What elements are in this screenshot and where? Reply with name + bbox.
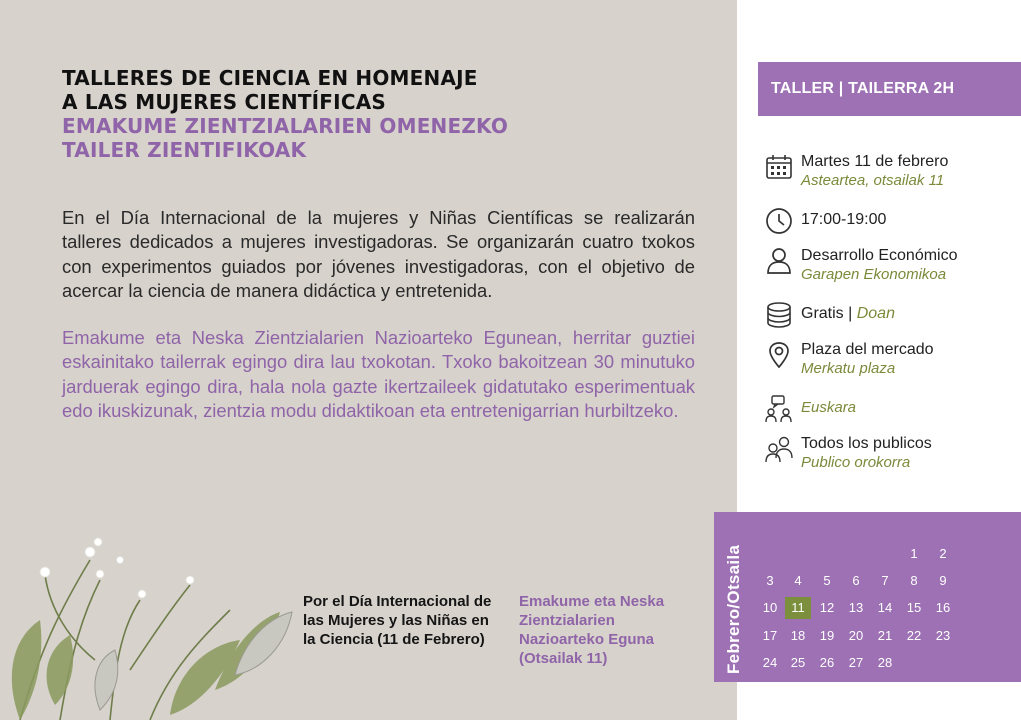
info-time [764, 206, 1014, 236]
info-language [764, 394, 1014, 424]
footer-eu: Emakume eta Neska Zientzialarien Nazioarteko Eguna (Otsailak 11) [519, 593, 665, 667]
calendar-day: 5 [823, 573, 831, 588]
calendar-day: 1 [910, 546, 918, 561]
date-eu: Asteartea, otsailak 11 [801, 172, 945, 189]
calendar-day: 26 [819, 655, 835, 670]
location-pin-icon [764, 340, 794, 370]
calendar-day: 10 [762, 600, 778, 615]
calendar-day: 12 [819, 600, 835, 615]
info-organizer [764, 246, 1014, 286]
title-eu-line2: TAILER ZIENTIFIKOAK [62, 138, 307, 162]
calendar-day: 3 [766, 573, 774, 588]
description-eu: Emakume eta Neska Zientzialarien Nazioarteko Egunean, herritar guztiei eskainitako tailerrak egingo dira lau txokotan. Txoko bakoitzean 30 minutuko jarduerak egingo dira, hala nola gazte ikertzaileek gidatutako esperimentuak edo ikuskizunak, zientzia modu didaktikoan eta entretenigarrian hurbiltzeko. [62, 327, 695, 422]
info-date [764, 152, 1014, 192]
title-eu-line1: EMAKUME ZIENTZIALARIEN OMENEZKO [62, 114, 509, 138]
price-separator: | [843, 305, 857, 322]
time-es: 17:00-19:00 [801, 211, 887, 228]
calendar-icon [764, 152, 794, 182]
calendar-day-highlighted: 11 [785, 597, 811, 619]
clock-icon [764, 206, 794, 236]
place-eu: Merkatu plaza [801, 360, 896, 377]
audience-es: Todos los publicos [801, 435, 932, 452]
calendar-day: 16 [935, 600, 951, 615]
calendar-day: 28 [877, 655, 893, 670]
calendar-day: 7 [881, 573, 889, 588]
calendar-day: 6 [852, 573, 860, 588]
calendar-day: 15 [906, 600, 922, 615]
info-price [764, 300, 1014, 330]
calendar-day: 20 [848, 628, 864, 643]
footer-es: Por el Día Internacional de las Mujeres y las Niñas en la Ciencia (11 de Febrero) [303, 593, 492, 648]
description-es: En el Día Internacional de la mujeres y Niñas Científicas se realizarán talleres dedicados a mujeres investigadoras. Se organizarán cuatro txokos con experimentos guiados por jóvenes investigadoras, con el objetivo de acercar la ciencia de manera didáctica y entretenida. [62, 207, 695, 302]
calendar-day: 17 [762, 628, 778, 643]
calendar-day: 27 [848, 655, 864, 670]
page-title [62, 66, 702, 162]
calendar-day: 19 [819, 628, 835, 643]
duration-banner: TALLER | TAILERRA 2H [758, 62, 1021, 116]
calendar-month-label: Febrero/Otsaila [724, 544, 743, 674]
organizer-eu: Garapen Ekonomikoa [801, 266, 947, 283]
calendar-day: 24 [762, 655, 778, 670]
calendar-day: 13 [848, 600, 864, 615]
audience-eu: Publico orokorra [801, 454, 911, 471]
date-es: Martes 11 de febrero [801, 153, 949, 170]
place-es: Plaza del mercado [801, 341, 934, 358]
info-place [764, 340, 1014, 380]
price-line [801, 304, 895, 324]
price-eu: Doan [856, 305, 895, 322]
calendar-day: 14 [877, 600, 893, 615]
calendar-day: 21 [877, 628, 893, 643]
organizer-es: Desarrollo Económico [801, 247, 958, 264]
info-audience [764, 434, 1014, 474]
calendar-day: 8 [910, 573, 918, 588]
calendar-day: 18 [790, 628, 806, 643]
calendar-day: 22 [906, 628, 922, 643]
calendar-day: 9 [939, 573, 947, 588]
title-es-line1: TALLERES DE CIENCIA EN HOMENAJE [62, 66, 478, 90]
flower-plant-illustration [0, 500, 300, 720]
calendar-day: 2 [939, 546, 947, 561]
calendar-day: 4 [794, 573, 802, 588]
speech-people-icon [764, 394, 794, 424]
calendar-day: 25 [790, 655, 806, 670]
price-es: Gratis [801, 305, 844, 322]
person-icon [764, 246, 794, 276]
group-icon [764, 434, 794, 464]
calendar-day: 23 [935, 628, 951, 643]
title-es-line2: A LAS MUJERES CIENTÍFICAS [62, 90, 386, 114]
language-eu: Euskara [801, 399, 857, 416]
coins-icon [764, 300, 794, 330]
month-calendar [714, 512, 1021, 682]
